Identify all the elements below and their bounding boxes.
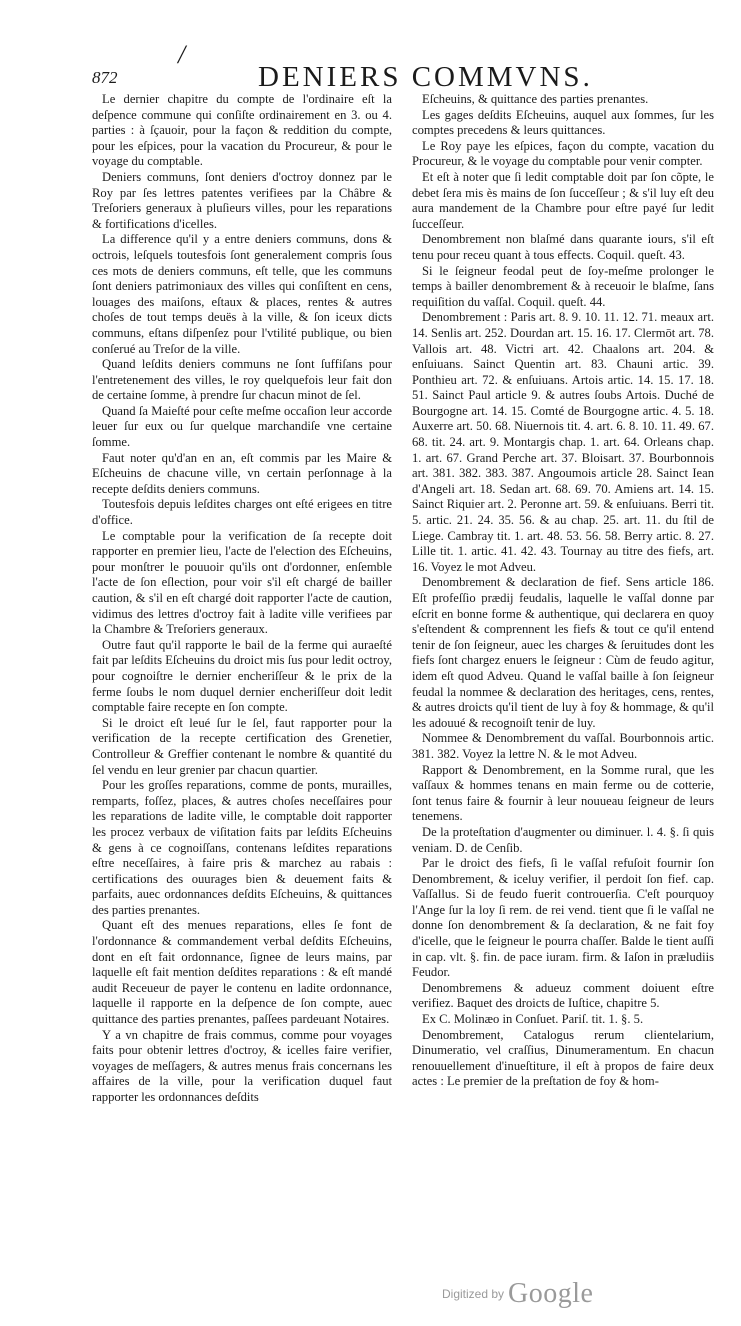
- paragraph: Y a vn chapitre de frais commus, comme pour voyages faits pour obtenir lettres d'octroy, & icelles faire verifier, voyages de meſſagers, & autres menus frais concernans les affaires de la ville, pour la verification duquel faut rapporter les ordonnances deſdits: [92, 1027, 392, 1104]
- paragraph: Et eſt à noter que ſi ledit comptable doit par ſon cõpte, le debet ſera mis ès mains de ſon ſucceſſeur ; & s'il luy eſt deu aura mandement de la Chambre pour eſtre payé ſur ledit ſucceſſeur.: [412, 169, 714, 231]
- paragraph: Toutesfois depuis leſdites charges ont eſté erigees en titre d'office.: [92, 497, 392, 528]
- paragraph: Les gages deſdits Eſcheuins, auquel aux ſommes, ſur les comptes precedens & leurs quittances.: [412, 107, 714, 138]
- paragraph: Si le ſeigneur feodal peut de ſoy-meſme prolonger le temps à bailler denombrement & à receuoir le blaſme, ſans requiſition du vaſſal. Coquil. queſt. 44.: [412, 263, 714, 309]
- paragraph: Le comptable pour la verification de ſa recepte doit rapporter en premier lieu, l'acte de l'election des Eſcheuins, pour monſtrer le pouuoir qu'ils ont d'ordonner, enſemble l'acte de ſon eſlection, pour voir s'il eſt chargé de bailler caution, & s'il en eſt chargé doit rapporter l'acte de caution, vidimus des lettres d'octroy fait à ladite ville verifiees par la Chambre & Treſoriers generaux.: [92, 528, 392, 637]
- paragraph: De la proteſtation d'augmenter ou diminuer. l. 4. §. ſi quis veniam. D. de Cenſib.: [412, 824, 714, 855]
- running-head: DENIERS COMMVNS.: [258, 61, 593, 93]
- paragraph: Quand leſdits deniers communs ne ſont ſuffiſans pour l'entretenement des villes, le roy quelquefois leur fait don de certaine ſomme, à prendre ſur chacun minot de ſel.: [92, 357, 392, 403]
- google-watermark: [442, 1278, 662, 1314]
- paragraph: Denombrement & declaration de fief. Sens article 186. Eſt profeſſio prædij feudalis, laquelle le vaſſal donne par eſcrit en bonne forme & authentique, qui declarera en quoy s'eſtendent & comprennent les fiefs & tout ce qu'il entend tenir de ſon ſeigneur, auec les charges & ſeruitudes dont les fiefs ſont chargez enuers le ſeigneur : Cùm de feudo agitur, idem eſt quod Adveu. Quand le vaſſal baille à ſon ſeigneur feudal la nommee & declaration des heritages, cens, rentes, & autres droicts qu'il tient de luy à foy & hommage, & qu'il les adouué & recognoiſt tenir de luy.: [412, 575, 714, 730]
- pen-mark: /: [178, 40, 186, 69]
- paragraph: Le dernier chapitre du compte de l'ordinaire eſt la deſpence commune qui conſiſte ordinairement en 3. ou 4. parties : à ſçauoir, pour la façon & reddition du compte, pour les eſpices, pour la vacation du Procureur, & pour le voyage du comptable.: [92, 92, 392, 169]
- paragraph: Denombremens & adueuz comment doiuent eſtre verifiez. Baquet des droicts de Iuſtice, chapitre 5.: [412, 980, 714, 1011]
- paragraph: Deniers communs, ſont deniers d'octroy donnez par le Roy par ſes lettres patentes verifiees par la Châbre & Treſoriers generaux à pluſieurs villes, pour les reparations & fortifications d'icelles.: [92, 169, 392, 231]
- page-number: 872: [92, 68, 118, 87]
- paragraph: Ex C. Molinæo in Conſuet. Pariſ. tit. 1. §. 5.: [422, 1012, 644, 1027]
- paragraph: Denombrement non blaſmé dans quarante iours, s'il eſt tenu pour receu quant à tous effects. Coquil. queſt. 43.: [412, 232, 714, 262]
- left-column: [92, 92, 392, 1106]
- paragraph: Denombrement : Paris art. 8. 9. 10. 11. 12. 71. meaux art. 14. Senlis art. 252. Dourdan art. 15. 16. 17. Clermōt art. 78. Vallois art. 48. Victri art. 42. Chaalons art. 204. & enſuiuans. Sainct Quentin art. 83. Chauni artic. 39. Ponthieu art. 72. & enſuiuans. Artois artic. 14. 15. 17. 18. 51. Sainct Paul article 9. & autres ſoubs Artois. Duché de Bourgogne art. 14. 15. Comté de Bourgogne artic. 4. 5. 18. Auxerre art. 50. 68. Niuernois tit. 4. art. 6. 8. 10. 11. 49. 67. 68. tit. 24. art. 9. Montargis chap. 1. art. 64. Orleans chap. 1. art. 67. Grand Perche art. 37. Bloisart. 37. Bourbonnois art. 381. 382. 383. 387. Angoumois article 28. Sainct Iean d'Angeli art. 18. Sedan art. 68. 69. 70. Amiens art. 14. 15. Sainct Riquier art. 2. Peronne art. 59. & enſuiuans. Berri tit. 5. artic. 21. 24. 35. 56. & au chap. 25. art. 11. du ſtil de Liege. Cambray tit. 1. art. 48. 53. 56. 58. Berry artic. 8. 27. Lille tit. 1. artic. 41. 42. 43. Tournay au titre des fiefs, art. 16. Voyez le mot Adveu.: [412, 310, 714, 574]
- google-logo: Google: [508, 1278, 594, 1309]
- right-column: [412, 92, 714, 1090]
- paragraph: Si le droict eſt leué ſur le ſel, faut rapporter pour la verification de la recepte certification des Grenetier, Controlleur & Greffier contenant le nombre & quantité du ſel vendu en leur grenier par chacun quartier.: [92, 715, 392, 777]
- paragraph: Quand ſa Maieſté pour ceſte meſme occaſion leur accorde leuer ſur eux ou ſur quelque marchandiſe vne certaine ſomme.: [92, 403, 392, 450]
- paragraph: Le Roy paye les eſpices, façon du compte, vacation du Procureur, & le voyage du comptable pour venir compter.: [412, 138, 714, 169]
- paragraph: Nommee & Denombrement du vaſſal. Bourbonnois artic. 381. 382. Voyez la lettre N. & le mot Adveu.: [412, 731, 714, 761]
- paragraph: Eſcheuins, & quittance des parties prenantes.: [422, 92, 649, 106]
- paragraph: Rapport & Denombrement, en la Somme rural, que les vaſſaux & hommes tenans en main ferme ou de cotterie, ſont tenus faire & fournir à leur nouueau ſeigneur de leurs tenemens.: [412, 762, 714, 824]
- paragraph: Par le droict des fiefs, ſi le vaſſal refuſoit fournir ſon Denombrement, & iceluy verifier, il perdoit ſon fief. cap. Vaſſallus. Si de feudo fuerit controuerſia. C'eſt pourquoy l'Ange ſur la loy ſi rem. de rei vend. tient que ſi le vaſſal ne donne ſon denombrement & ſa declaration, & ne fait foy d'icelle, que le ſeigneur le pourra chaſſer. Balde le tient auſſi in cap. vlt. §. fin. de pace iuram. firm. & Iaſon in præludiis Feudor.: [412, 856, 714, 980]
- paragraph: La difference qu'il y a entre deniers communs, dons & octrois, leſquels toutesfois ſont generalement compris ſous ces mots de deniers communs, eſt telle, que les communs ſont deniers patrimoniaux des villes qui conſiſtent en cens, louages des maiſons, eſtaux & places, rentes & autres choſes de tout temps deuës à la ville, & ſon iceux dicts communs, eſtans diſpenſez pour l'vtilité publique, ou bien conſerué au Treſor de la ville.: [92, 232, 392, 356]
- digitized-by-label: Digitized by: [442, 1287, 505, 1301]
- paragraph: Pour les groſſes reparations, comme de ponts, murailles, remparts, foſſez, places, & autres choſes neceſſaires pour les reparations de ladite ville, le comptable doit rapporter les procez verbaux de viſitation faits par leſdits Eſcheuins & gens à ce cognoiſſans, contenans leſdites reparations eſtre neceſſaires, à faire pris & marchez au rabais : certifications des ouurages bien & deuement faits & parfaits, auec ordonnances deſdits Eſcheuins, & quittances des parties prenantes.: [92, 778, 392, 917]
- paragraph: Denombrement, Catalogus rerum clientelarium, Dinumeratio, vel craſſius, Dinumeramentum. En chacun renouuellement d'inueſtiture, il eſt à propos de faire deux actes : Le premier de la preſtation de foy & hom-: [412, 1027, 714, 1089]
- paragraph: Outre faut qu'il rapporte le bail de la ferme qui auraeſté fait par leſdits Eſcheuins du droict mis ſus pour ledit octroy, pour cognoiſtre le dernier encheriſſeur & le prix de la ferme ſoubs le nom duquel dernier encheriſſeur doit ledit comptable faire recepte en ſon compte.: [92, 637, 392, 715]
- paragraph: Quant eſt des menues reparations, elles ſe font de l'ordonnance & commandement verbal deſdits Eſcheuins, dont en eſt fait ordonnance, ſignee de leurs mains, par laquelle eſt fait mention deſdites reparations : & eſt mandé audit Receueur de payer le contenu en ladite ordonnance, laquelle il rapporte en la deſpence de ſon compte, auec quittance des parties prenantes, paſſees pardeuant Notaires.: [92, 918, 392, 1027]
- paragraph: Faut noter qu'd'an en an, eſt commis par les Maire & Eſcheuins de chacune ville, vn certain perſonnage à la recepte deſdits deniers communs.: [92, 450, 392, 496]
